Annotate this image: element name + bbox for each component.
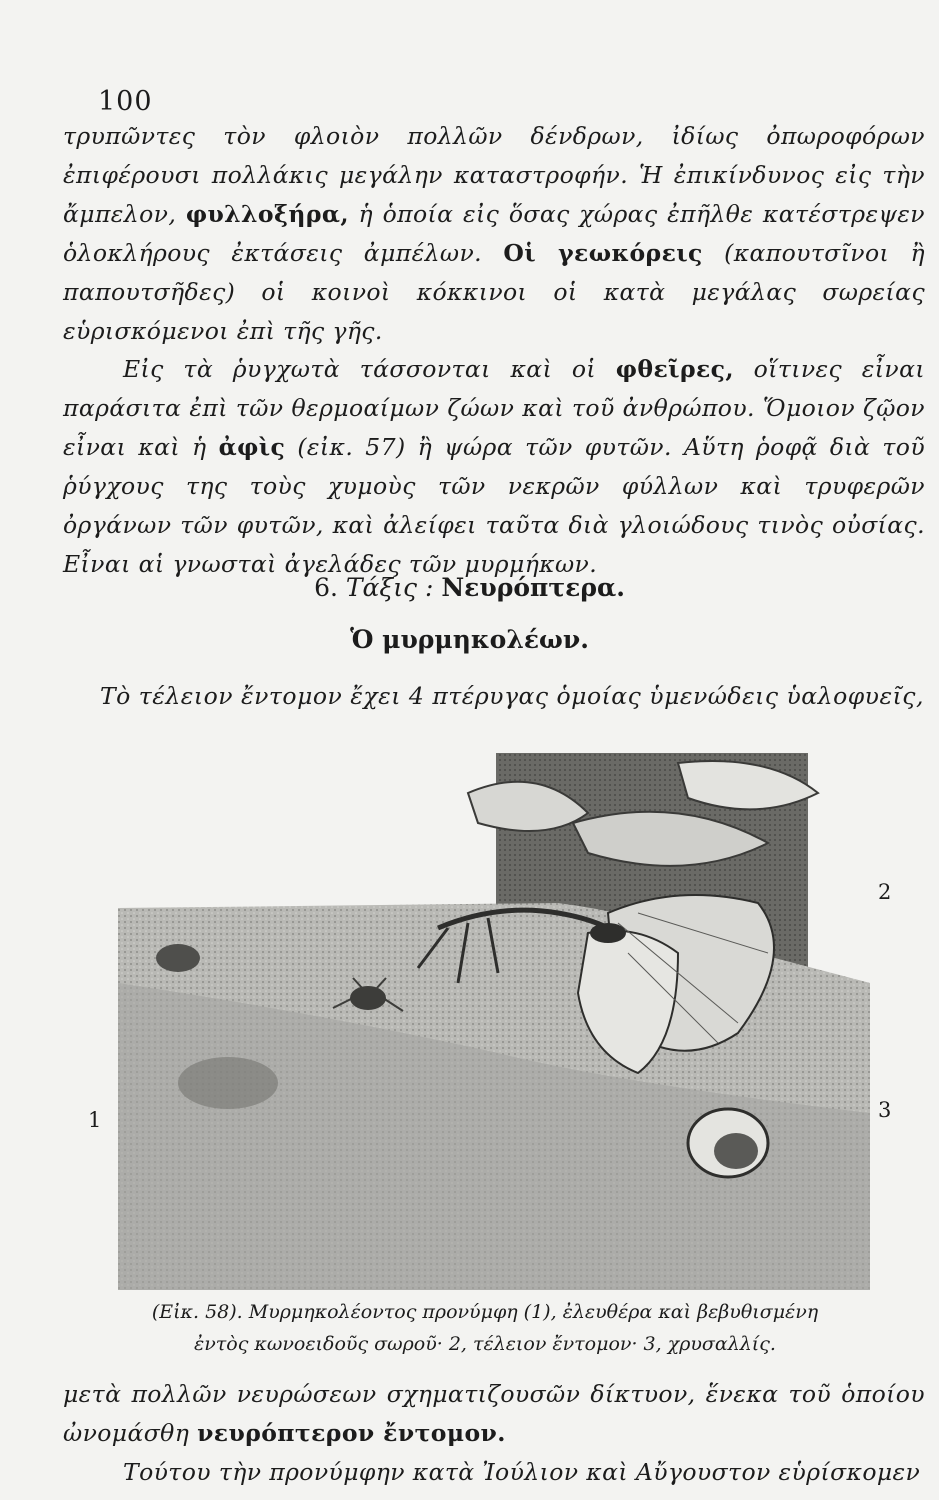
figure-label-3: 3 [878,1098,892,1122]
figure-label-2: 2 [878,880,892,904]
adult-body [590,923,626,943]
paragraph1-text-a: τρυπῶντες τὸν φλοιὸν πολλῶν δένδρων, ἰδίως ὀπωροφόρων ἐπιφέρουσι πολλάκις μεγάλην καταστροφήν. Ἡ ἐπικίνδυνος εἰς τὴν ἄμπελον, [63,122,925,228]
order-label: Τάξις : [345,573,434,602]
paragraph1-text-c: (καπουτσῖνοι ἢ παπουτσῆδες) οἱ κοινοὶ κόκκινοι οἱ κατὰ μεγάλας σωρείας εὑρισκόμενοι ἐπὶ τῆς γῆς. [63,238,925,345]
paragraph2-text-c: (εἰκ. 57) ἢ ψώρα τῶν φυτῶν. Αὕτη ῥοφᾷ διὰ τοῦ ῥύγχους της τοὺς χυμοὺς τῶν νεκρῶν φύλλων καὶ τρυφερῶν ὀργάνων τῶν φυτῶν, καὶ ἀλείφει ταῦτα διὰ γλοιώδους τινὸς οὐσίας. Εἶναι αἱ γνωσταὶ ἀγελάδες τῶν μυρμήκων. [63,433,926,578]
paragraph1-text-b: ἡ ὁποία εἰς ὅσας χώρας ἐπῆλθε κατέστρεψεν ὁλοκλήρους ἐκτάσεις ἀμπέλων. [63,199,925,267]
larva [350,986,386,1010]
order-name: Νευρόπτερα. [441,573,625,602]
figure-label-1: 1 [88,1108,102,1132]
paragraph2-text-b: οἵτινες εἶναι παράσιτα ἐπὶ τῶν θερμοαίμων ζώων καὶ τοῦ ἀνθρώπου. Ὅμοιον ζῷον εἶναι καὶ ἡ [63,355,925,462]
body-text-upper [63,117,925,584]
antlion-illustration [118,753,870,1290]
cocoon-inner [714,1133,758,1169]
order-heading [0,573,939,602]
paragraph-larva-season: Τούτου τὴν προνύμφην κατὰ Ἰούλιον καὶ Αὔγουστον εὑρίσκομεν [123,1458,921,1486]
larva [156,944,200,972]
sand-pit [178,1057,278,1109]
term-geokoreis: Οἱ γεωκόρεις [503,238,703,267]
body-text-lower [63,1375,925,1492]
term-phylloxera: φυλλοξήρα, [185,199,349,228]
species-heading: Ὁ μυρμηκολέων. [350,625,589,654]
term-afis: ἀφὶς [218,433,286,462]
paragraph4-text: μετὰ πολλῶν νευρώσεων σχηματιζουσῶν δίκτυον, ἕνεκα τοῦ ὁποίου ὠνομάσθη [63,1380,925,1447]
figure-caption [95,1296,875,1360]
term-neuroptera: νευρόπτερον ἔντομον. [197,1419,506,1447]
paragraph-phylloxera [63,117,925,350]
order-number: 6. [314,573,338,602]
paragraph-adult-insect: Τὸ τέλειον ἔντομον ἔχει 4 πτέρυγας ὁμοίας ὑμενώδεις ὑαλοφυεῖς, [100,682,924,710]
page-number: 100 [98,86,153,117]
term-ftheires: φθεῖρες, [615,355,734,384]
paragraph2-text-a: Εἰς τὰ ῥυγχωτὰ τάσσονται καὶ οἱ [123,355,597,384]
caption-line-1: (Εἰκ. 58). Μυρμηκολέοντος προνύμφη (1), ἐλευθέρα καὶ βεβυθισμένη [151,1301,819,1323]
illustration-drawing [118,753,870,1290]
paragraph-lice-aphids [63,350,925,583]
paragraph-neuroptera [63,1375,925,1453]
caption-line-2: ἐντὸς κωνοειδοῦς σωροῦ· 2, τέλειον ἔντομον· 3, χρυσαλλίς. [194,1333,776,1355]
